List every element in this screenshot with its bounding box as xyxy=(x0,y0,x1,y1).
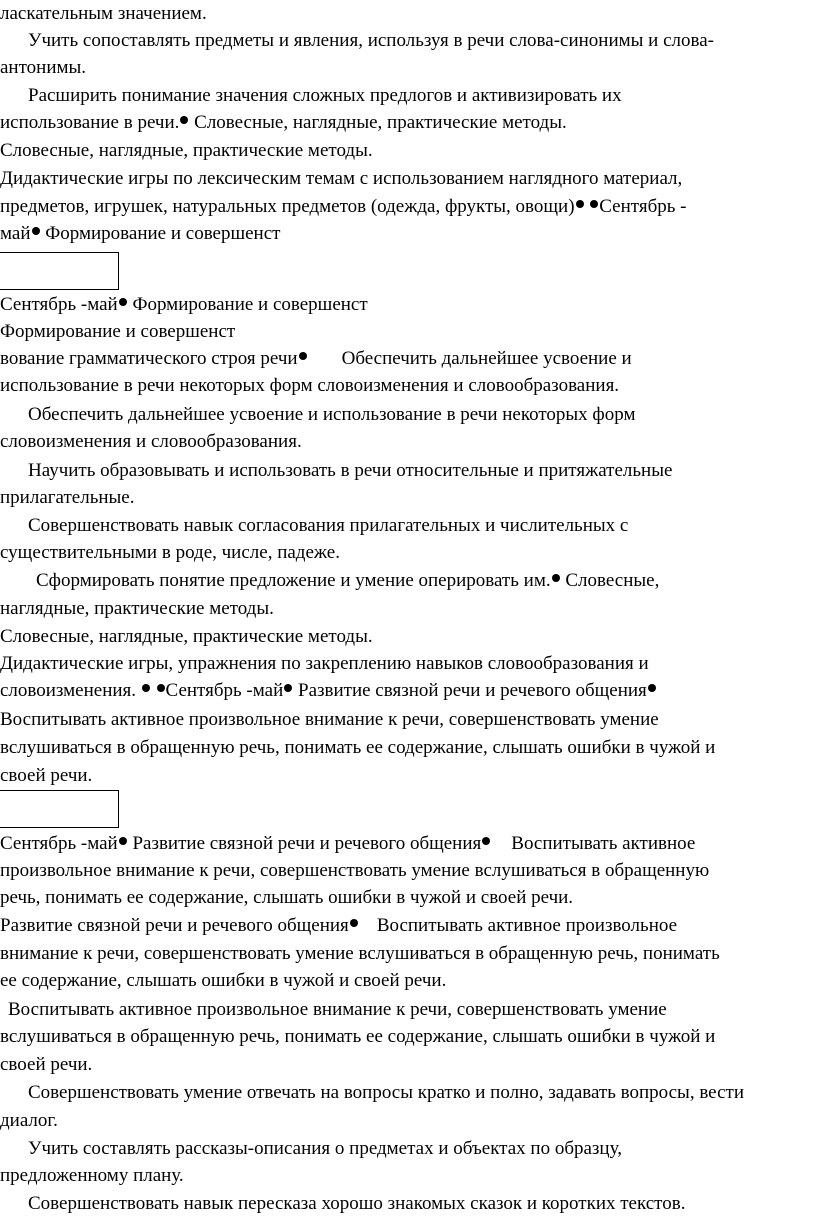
text-line: Обеспечить дальнейшее усвоение и использование в речи некоторых форм xyxy=(28,404,636,425)
bullet-icon xyxy=(576,200,584,208)
text-line: наглядные, практические методы. xyxy=(0,598,274,619)
bullet-icon xyxy=(157,684,165,692)
bullet-icon xyxy=(299,352,307,360)
text-line: Учить сопоставлять предметы и явления, используя в речи слова-синонимы и слова- xyxy=(28,30,714,51)
text-line: Формирование и совершенст xyxy=(0,321,236,342)
bullet-icon xyxy=(284,684,292,692)
text-line: Учить составлять рассказы-описания о предметах и объектах по образцу, xyxy=(28,1138,622,1159)
empty-table-cell xyxy=(0,252,119,290)
text-line: май Формирование и совершенст xyxy=(0,223,281,244)
bullet-icon xyxy=(590,200,598,208)
bullet-icon xyxy=(142,684,150,692)
text-line: своей речи. xyxy=(0,765,93,786)
text-line: Дидактические игры, упражнения по закреплению навыков словообразования и xyxy=(0,653,649,674)
text-line: Развитие связной речи и речевого общения Воспитывать активное произвольное xyxy=(0,915,678,936)
text-line: Сентябрь -май Формирование и совершенст xyxy=(0,294,368,315)
text-line: Словесные, наглядные, практические методы. xyxy=(0,626,373,647)
text-line: вслушиваться в обращенную речь, понимать ее содержание, слышать ошибки в чужой и xyxy=(0,737,716,758)
text-line: речь, понимать ее содержание, слышать ошибки в чужой и своей речи. xyxy=(0,887,574,908)
text-line: словоизменения. Сентябрь -май Развитие связной речи и речевого общения xyxy=(0,677,657,704)
text-line: словоизменения и словообразования. xyxy=(0,431,302,452)
bullet-icon xyxy=(119,298,127,306)
text-line: своей речи. xyxy=(0,1054,93,1075)
text-line: прилагательные. xyxy=(0,487,135,508)
text-line: Совершенствовать умение отвечать на вопросы кратко и полно, задавать вопросы, вести xyxy=(28,1082,744,1103)
text-line: Дидактические игры по лексическим темам с использованием наглядного материал, xyxy=(0,168,683,189)
text-line: ласкательным значением. xyxy=(0,3,207,24)
text-line: Совершенствовать навык согласования прилагательных и числительных с xyxy=(28,515,629,536)
text-line: предложенному плану. xyxy=(0,1165,184,1186)
text-line: использование в речи некоторых форм словоизменения и словообразования. xyxy=(0,375,620,396)
text-line: диалог. xyxy=(0,1110,58,1131)
text-line: Воспитывать активное произвольное внимание к речи, совершенствовать умение xyxy=(8,999,667,1020)
bullet-icon xyxy=(552,574,560,582)
bullet-icon xyxy=(482,837,490,845)
bullet-icon xyxy=(180,116,188,124)
text-line: существительными в роде, числе, падеже. xyxy=(0,542,340,563)
text-line: Совершенствовать навык пересказа хорошо знакомых сказок и коротких текстов. xyxy=(28,1193,686,1214)
empty-table-cell xyxy=(0,790,119,828)
text-line: Расширить понимание значения сложных предлогов и активизировать их xyxy=(28,85,622,106)
bullet-icon xyxy=(350,919,358,927)
text-line: произвольное внимание к речи, совершенствовать умение вслушиваться в обращенную xyxy=(0,860,710,881)
text-line: Воспитывать активное произвольное внимание к речи, совершенствовать умение xyxy=(0,709,659,730)
text-line: Сформировать понятие предложение и умение оперировать им. Словесные, xyxy=(36,570,660,591)
text-line: использование в речи. Словесные, наглядные, практические методы. xyxy=(0,112,567,133)
text-line: внимание к речи, совершенствовать умение вслушиваться в обращенную речь, понимать xyxy=(0,943,720,964)
text-line: Сентябрь -май Развитие связной речи и речевого общения Воспитывать активное xyxy=(0,833,696,854)
text-line: ее содержание, слышать ошибки в чужой и своей речи. xyxy=(0,970,447,991)
bullet-icon xyxy=(32,227,40,235)
text-line: вование грамматического строя речи Обеспечить дальнейшее усвоение и xyxy=(0,348,632,369)
text-line: Научить образовывать и использовать в речи относительные и притяжательные xyxy=(28,460,673,481)
text-line: антонимы. xyxy=(0,57,87,78)
text-line: вслушиваться в обращенную речь, понимать ее содержание, слышать ошибки в чужой и xyxy=(0,1026,716,1047)
text-line: предметов, игрушек, натуральных предметов (одежда, фрукты, овощи) Сентябрь - xyxy=(0,196,687,217)
bullet-icon xyxy=(648,684,656,692)
bullet-icon xyxy=(119,837,127,845)
text-line: Словесные, наглядные, практические методы. xyxy=(0,140,373,161)
